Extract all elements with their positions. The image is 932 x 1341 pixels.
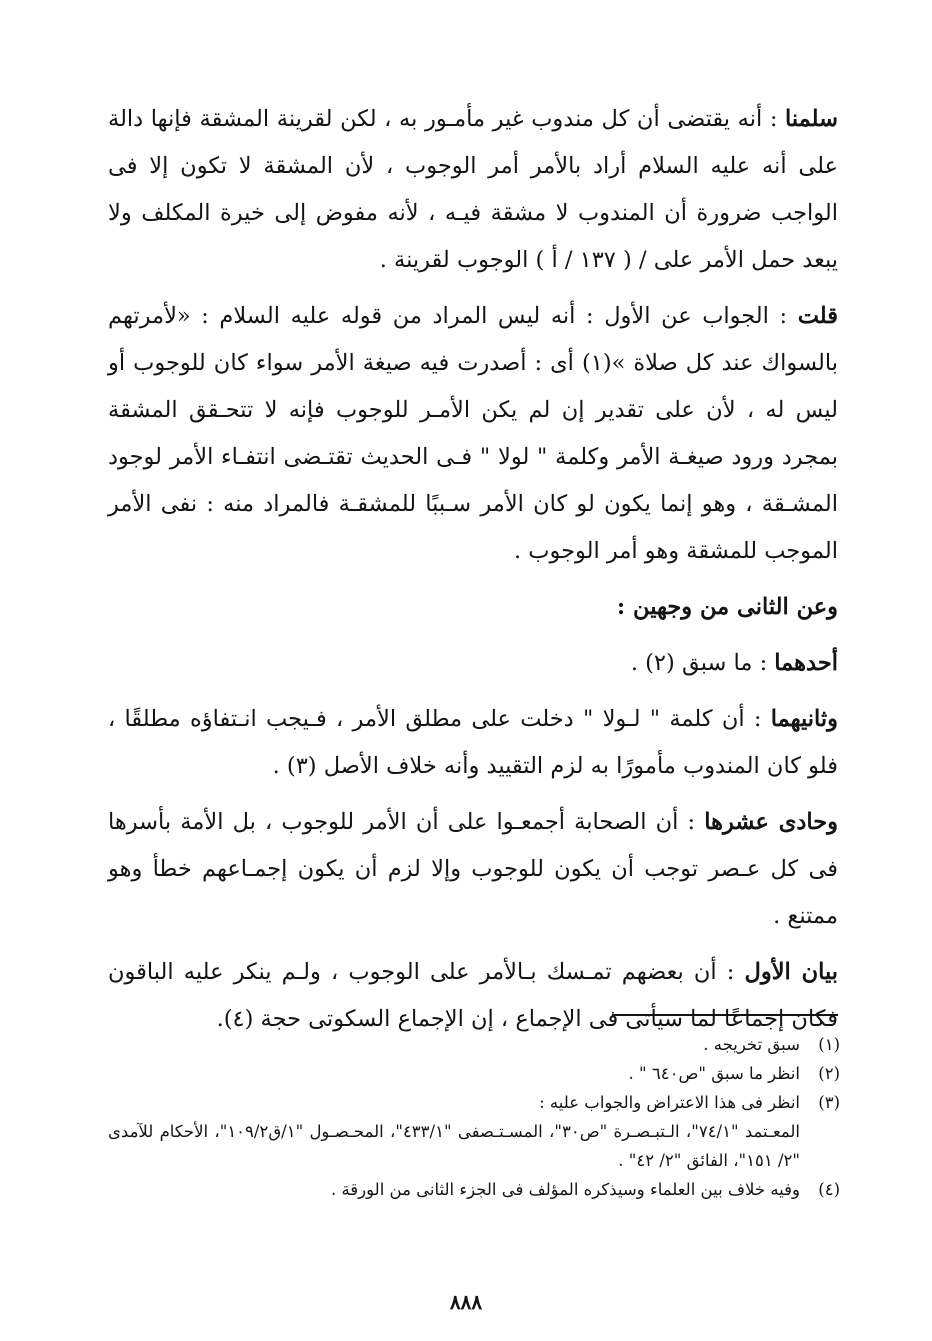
footnote-divider [612,1014,838,1016]
footnote-number: (١) [818,1035,840,1054]
paragraph-4 [108,640,838,687]
footnote-body [108,1059,800,1088]
footnote-2 [108,1059,840,1088]
paragraph-3 [108,584,838,631]
paragraph-lead: قلت [797,303,838,329]
footnote-3 [108,1088,840,1175]
paragraph-7 [108,949,838,1043]
footnotes [108,1030,840,1204]
footnote-body [108,1030,800,1059]
footnote-text: وفيه خلاف بين العلماء وسيذكره المؤلف فى الجزء الثانى من الورقة . [330,1180,800,1199]
paragraph-lead: سلمنا [785,106,838,132]
paragraph-body: : الجواب عن الأول : أنه ليس المراد من قوله عليه السلام : «لأمرتهم بالسواك عند كل صلاة »(١) أى : أصدرت فيه صيغة الأمر سواء كان للوجوب أو ليس له ، لأن على تقدير إن لم يكن الأمـر للوجوب فإنه لا تتحـقق المشقة بمجرد ورود صيغـة الأمر وكلمة " لولا " فـى الحديث تقتـضى انتفـاء الأمر لوجود المشـقة ، وهو إنما يكون لو كان الأمر سـببًا للمشقـة فالمراد منه : نفى الأمر الموجب للمشقة وهو أمر الوجوب . [108,303,838,564]
page-number: ٨٨٨ [449,1290,483,1314]
paragraph-2 [108,293,838,575]
paragraph-1 [108,96,838,284]
paragraph-lead: أحدهما [774,650,838,676]
paragraph-lead: وعن الثانى من وجهين : [616,594,838,620]
footnote-1 [108,1030,840,1059]
paragraph-body: : أنه يقتضى أن كل مندوب غير مأمـور به ، لكن لقرينة المشقة فإنها دالة على أنه عليه السلام أراد بالأمر أمر الوجوب ، لأن المشقة لا تكون إلا فى الواجب ضرورة أن المندوب لا مشقة فيـه ، لأنه مفوض إلى خيرة المكلف ولا يبعد حمل الأمر على / ( ١٣٧ / أ ) الوجوب لقرينة . [108,106,838,273]
paragraph-lead: بيان الأول [744,959,839,985]
footnote-number: (٢) [818,1064,840,1083]
footnote-4 [108,1175,840,1204]
main-text [108,96,838,1052]
paragraph-lead: وثانيهما [770,706,838,732]
footnote-text: المعـتمد "٧٤/١"، الـتبـصـرة "ص٣٠"، المسـتـصفى "٤٣٣/١"، المحـصـول "١/ق١٠٩/٢"، الأحكام للآمدى "٢/ ١٥١"، الفائق "٢/ ٤٢" . [108,1122,800,1170]
footnote-number: (٤) [818,1180,840,1199]
footnote-number: (٣) [818,1093,840,1112]
footnote-text: سبق تخريجه . [703,1035,800,1054]
paragraph-body: : أن كلمة " لـولا " دخلت على مطلق الأمر ، فـيجب انـتفاؤه مطلقًا ، فلو كان المندوب مأمورًا به لزم التقييد وأنه خلاف الأصل (٣) . [108,706,838,779]
footnote-text: انظر ما سبق "ص٦٤٠ " . [628,1064,800,1083]
paragraph-body: : أن الصحابة أجمعـوا على أن الأمر للوجوب ، بل الأمة بأسرها فى كل عـصر توجب أن يكون للوجوب وإلا لزم أن يكون إجمـاعهم خطأ وهو ممتنع . [108,809,838,929]
paragraph-6 [108,799,838,940]
paragraph-lead: وحادى عشرها [704,809,838,835]
paragraph-body: : أن بعضهم تمـسك بـالأمر على الوجوب ، ولـم ينكر عليه الباقون فكان إجماعًا لما سيأتى فى الإجماع ، إن الإجماع السكوتى حجة (٤). [108,959,838,1032]
footnote-body [108,1175,800,1204]
footnote-text: انظر فى هذا الاعتراض والجواب عليه : [539,1093,800,1112]
footnote-body [108,1088,800,1175]
paragraph-5 [108,696,838,790]
paragraph-body: : ما سبق (٢) . [630,650,775,676]
